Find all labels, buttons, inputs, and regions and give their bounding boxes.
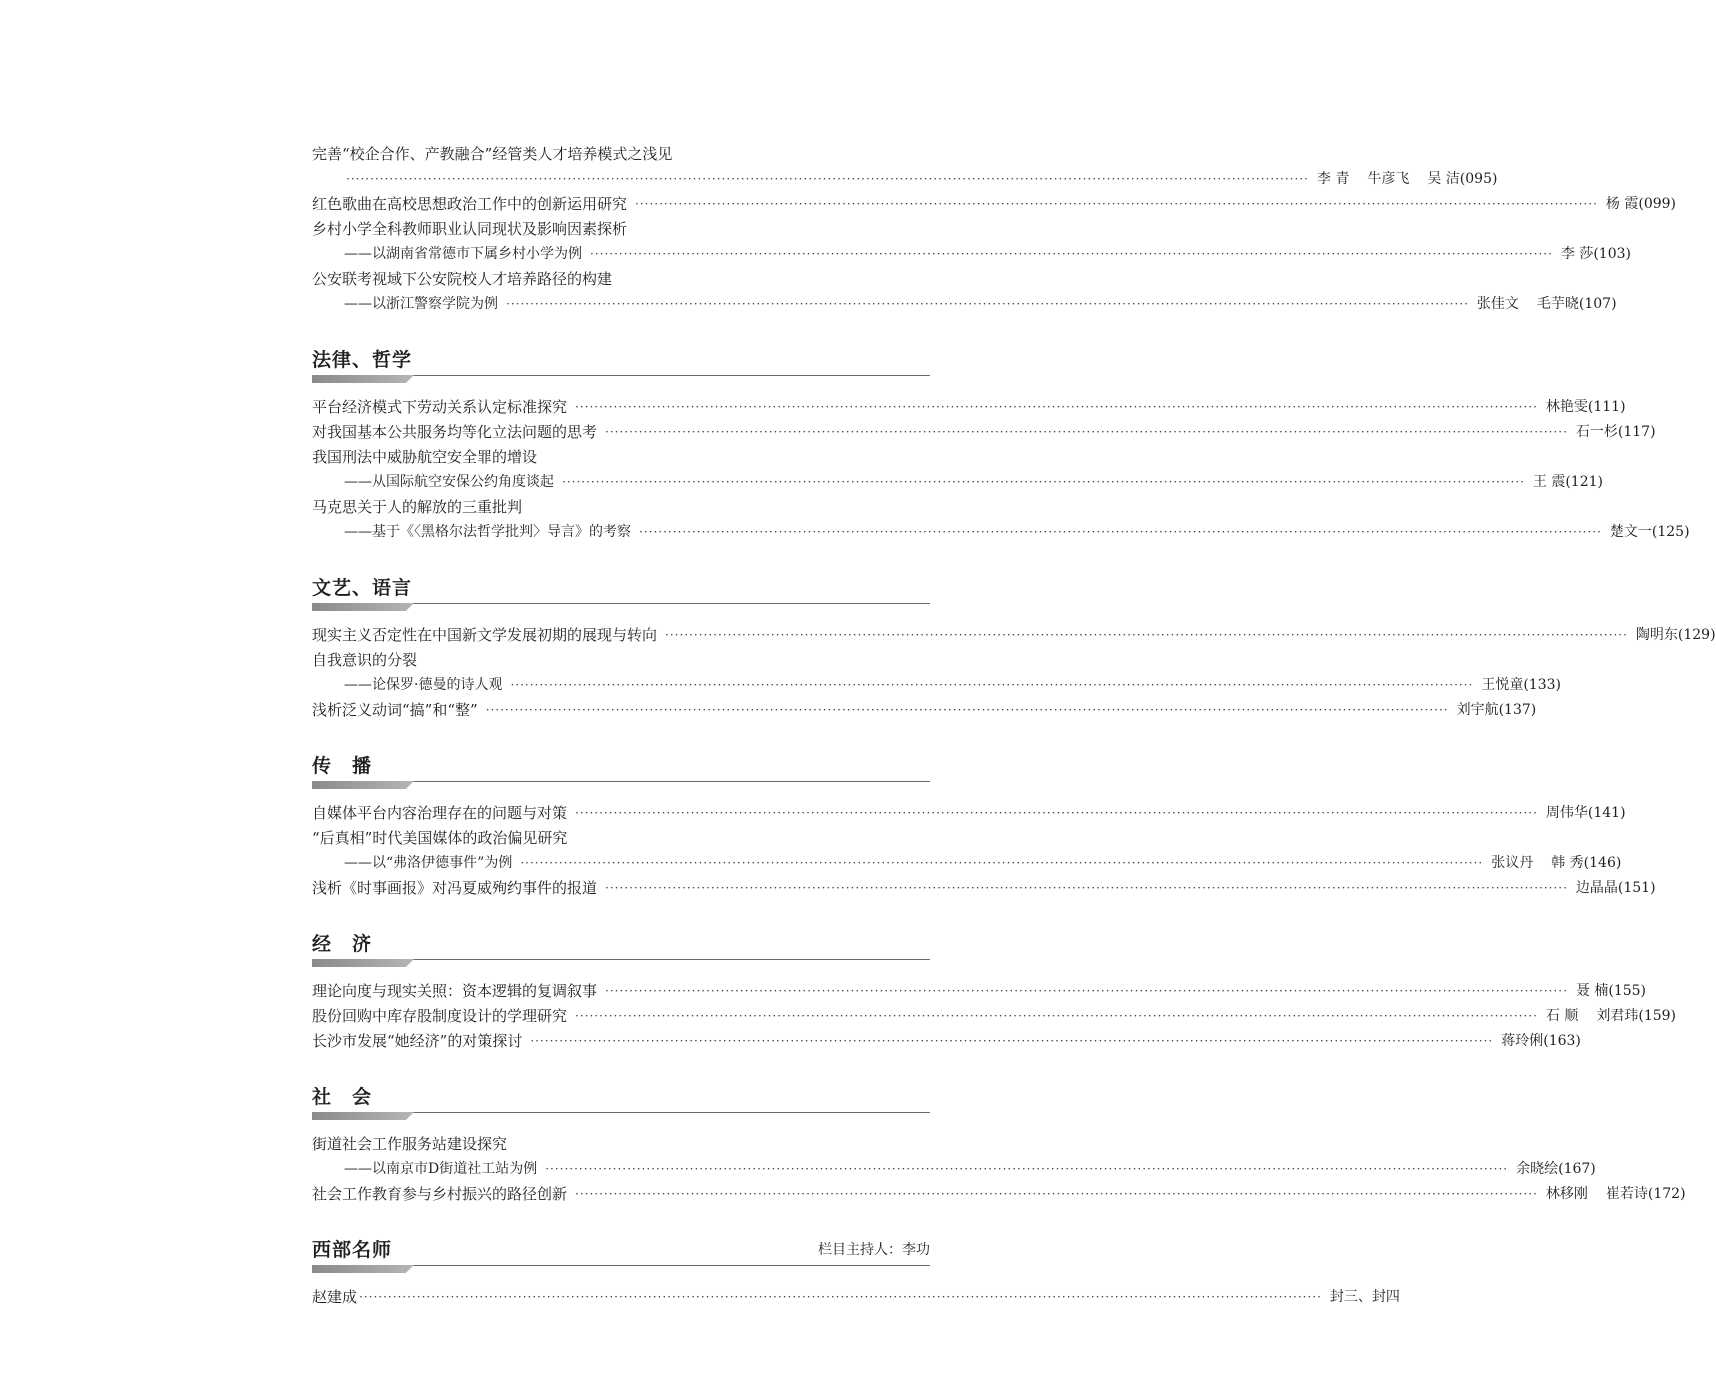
author-name: 林移刚 <box>1545 1186 1588 1202</box>
section-rule-bar <box>312 1265 414 1273</box>
entry-title: 股份回购中库存股制度设计的学理研究 <box>312 1007 568 1025</box>
entry-authors <box>1330 1285 1400 1310</box>
entry-authors <box>1636 623 1716 648</box>
entry-row <box>312 876 1656 901</box>
section-rule-bar <box>312 603 414 611</box>
entry-subtitle: ——以浙江警察学院为例 <box>344 296 498 312</box>
column-host: 栏目主持人：李功 <box>818 1242 930 1258</box>
section-entries <box>312 623 1716 723</box>
entry-title: 社会工作教育参与乡村振兴的路径创新 <box>312 1185 568 1203</box>
section-heading: 社 会 <box>312 1086 373 1108</box>
author-name: 陶明东(129) <box>1635 627 1716 643</box>
section-entries <box>312 979 1677 1054</box>
entry-subtitle-row <box>312 470 1603 495</box>
entry-authors <box>1610 520 1690 545</box>
entry-authors <box>1501 1029 1581 1054</box>
section-entries <box>312 395 1690 545</box>
entry-row <box>312 1004 1677 1029</box>
entry-title: 浅析泛义动词“搞”和“整” <box>312 701 478 719</box>
section-heading: 文艺、语言 <box>312 577 413 599</box>
section-rule-bar <box>312 1112 414 1120</box>
author-name: 王 震(121) <box>1532 474 1603 490</box>
dot-leader: ········································································································································································································ <box>506 297 1469 311</box>
entry-title: 街道社会工作服务站建设探究 <box>312 1135 508 1153</box>
entry-subtitle-row <box>312 851 1622 876</box>
author-name: 封三、封四 <box>1329 1289 1400 1305</box>
entry-subtitle: ——从国际航空安保公约角度谈起 <box>344 474 554 490</box>
entry-row <box>312 395 1626 420</box>
entry-row <box>312 698 1537 723</box>
entry-title: 公安联考视域下公安院校人才培养路径的构建 <box>312 270 613 288</box>
author-name: 张议丹 <box>1491 855 1534 871</box>
entry-authors <box>1576 979 1646 1004</box>
table-of-contents <box>312 142 1716 1310</box>
entry-row <box>312 1285 1400 1310</box>
entry-authors <box>1481 673 1561 698</box>
entry-subtitle-row <box>312 292 1617 317</box>
entry-title: 我国刑法中威胁航空安全罪的增设 <box>312 448 538 466</box>
author-name: 李 莎(103) <box>1560 246 1631 262</box>
dot-leader: ········································································································································································································ <box>359 1290 1322 1304</box>
author-name: 刘宇航(137) <box>1456 702 1537 718</box>
entry-title: 自我意识的分裂 <box>312 651 418 669</box>
entry-dots-row <box>312 167 1498 192</box>
entry-row <box>312 623 1716 648</box>
dot-leader: ········································································································································································································ <box>575 1187 1538 1201</box>
entry-authors <box>1546 1004 1676 1029</box>
dot-leader: ········································································································································································································ <box>575 1009 1538 1023</box>
entry-authors <box>1516 1157 1596 1182</box>
entry-row <box>312 801 1626 826</box>
section-entries <box>312 1132 1686 1207</box>
entry-authors <box>1606 192 1676 217</box>
author-name: 边晶晶(151) <box>1575 880 1656 896</box>
author-name: 石一杉(117) <box>1575 424 1656 440</box>
entry-subtitle: ——以“弗洛伊德事件”为例 <box>344 855 513 871</box>
author-name: 蒋玲俐(163) <box>1501 1033 1581 1049</box>
entry-title: 对我国基本公共服务均等化立法问题的思考 <box>312 423 598 441</box>
entry-subtitle: ——基于《〈黑格尔法哲学批判〉导言》的考察 <box>344 524 631 540</box>
entry-authors <box>1317 167 1498 192</box>
entry-row <box>312 979 1647 1004</box>
entry-authors <box>1491 851 1621 876</box>
author-name: 张佳文 <box>1476 296 1519 312</box>
author-name: 楚文一(125) <box>1609 524 1690 540</box>
entry-subtitle-row <box>312 1157 1596 1182</box>
entry-title: 赵建成 <box>312 1288 358 1306</box>
dot-leader: ········································································································································································································ <box>510 678 1474 692</box>
section-heading: 传 播 <box>312 755 373 777</box>
author-name: 崔若诗(172) <box>1605 1186 1686 1202</box>
section-heading: 经 济 <box>312 933 373 955</box>
dot-leader: ········································································································································································································ <box>575 806 1538 820</box>
entry-title: 红色歌曲在高校思想政治工作中的创新运用研究 <box>312 195 628 213</box>
dot-leader: ········································································································································································································ <box>605 881 1568 895</box>
dot-leader: ········································································································································································································ <box>639 525 1602 539</box>
entry-authors <box>1457 698 1537 723</box>
dot-leader: ········································································································································································································ <box>530 1034 1494 1048</box>
entry-subtitle: ——论保罗·德曼的诗人观 <box>344 677 503 693</box>
entry-authors <box>1533 470 1603 495</box>
dot-leader: ········································································································································································································ <box>605 984 1568 998</box>
author-name: 刘君玮(159) <box>1596 1008 1677 1024</box>
entry-row <box>312 420 1656 445</box>
section-heading: 西部名师 <box>312 1239 393 1261</box>
entry-authors <box>1576 876 1656 901</box>
entry-authors <box>1546 395 1626 420</box>
dot-leader: ········································································································································································································ <box>520 856 1484 870</box>
dot-leader: ········································································································································································································ <box>562 475 1525 489</box>
dot-leader: ········································································································································································································ <box>635 197 1598 211</box>
entry-authors <box>1561 242 1631 267</box>
entry-subtitle-row <box>312 673 1561 698</box>
author-name: 杨 霞(099) <box>1605 196 1677 212</box>
author-name: 林艳雯(111) <box>1545 399 1626 415</box>
author-name: 周伟华(141) <box>1545 805 1626 821</box>
entry-subtitle-row <box>312 520 1690 545</box>
dot-leader: ········································································································································································································ <box>545 1162 1509 1176</box>
dot-leader: ········································································································································································································ <box>485 703 1449 717</box>
entry-title: 理论向度与现实关照：资本逻辑的复调叙事 <box>312 982 598 1000</box>
entry-row <box>312 1029 1581 1054</box>
entry-authors <box>1546 801 1626 826</box>
author-name: 聂 楠(155) <box>1575 983 1647 999</box>
section-entries <box>312 1285 1400 1310</box>
entry-title: 平台经济模式下劳动关系认定标准探究 <box>312 398 568 416</box>
author-name: 牛彦飞 <box>1367 171 1410 187</box>
entry-authors <box>1576 420 1656 445</box>
entry-title: 马克思关于人的解放的三重批判 <box>312 498 523 516</box>
author-name: 李 青 <box>1316 171 1350 187</box>
entry-row <box>312 192 1677 217</box>
section-rule-bar <box>312 781 414 789</box>
entry-title: 自媒体平台内容治理存在的问题与对策 <box>312 804 568 822</box>
entry-authors <box>1477 292 1617 317</box>
section-rule-bar <box>312 959 414 967</box>
entry-subtitle: ——以南京市D街道社工站为例 <box>344 1161 538 1177</box>
author-name: 王悦童(133) <box>1481 677 1561 693</box>
entry-title: 长沙市发展“她经济”的对策探讨 <box>312 1032 523 1050</box>
section-heading: 法律、哲学 <box>312 349 413 371</box>
author-name: 毛芋晓(107) <box>1536 296 1617 312</box>
dot-leader: ········································································································································································································ <box>605 425 1568 439</box>
entry-row <box>312 1182 1686 1207</box>
dot-leader: ········································································································································································································ <box>346 172 1309 186</box>
author-name: 余晓绘(167) <box>1516 1161 1596 1177</box>
entry-title: 完善“校企合作、产教融合”经管类人才培养模式之浅见 <box>312 145 673 163</box>
section-rule-bar <box>312 375 414 383</box>
entry-subtitle: ——以湖南省常德市下属乡村小学为例 <box>344 246 582 262</box>
author-name: 韩 秀(146) <box>1551 855 1622 871</box>
dot-leader: ········································································································································································································ <box>575 400 1538 414</box>
section-entries <box>312 801 1656 901</box>
author-name: 吴 洁(095) <box>1427 171 1498 187</box>
entry-title: “后真相”时代美国媒体的政治偏见研究 <box>312 829 568 847</box>
entry-title: 乡村小学全科教师职业认同现状及影响因素探析 <box>312 220 628 238</box>
dot-leader: ········································································································································································································ <box>665 628 1628 642</box>
entry-subtitle-row <box>312 242 1631 267</box>
dot-leader: ········································································································································································································ <box>590 247 1553 261</box>
entry-title: 浅析《时事画报》对冯夏威殉约事件的报道 <box>312 879 598 897</box>
author-name: 石 顺 <box>1545 1008 1579 1024</box>
entry-title: 现实主义否定性在中国新文学发展初期的展现与转向 <box>312 626 658 644</box>
entry-authors <box>1546 1182 1686 1207</box>
